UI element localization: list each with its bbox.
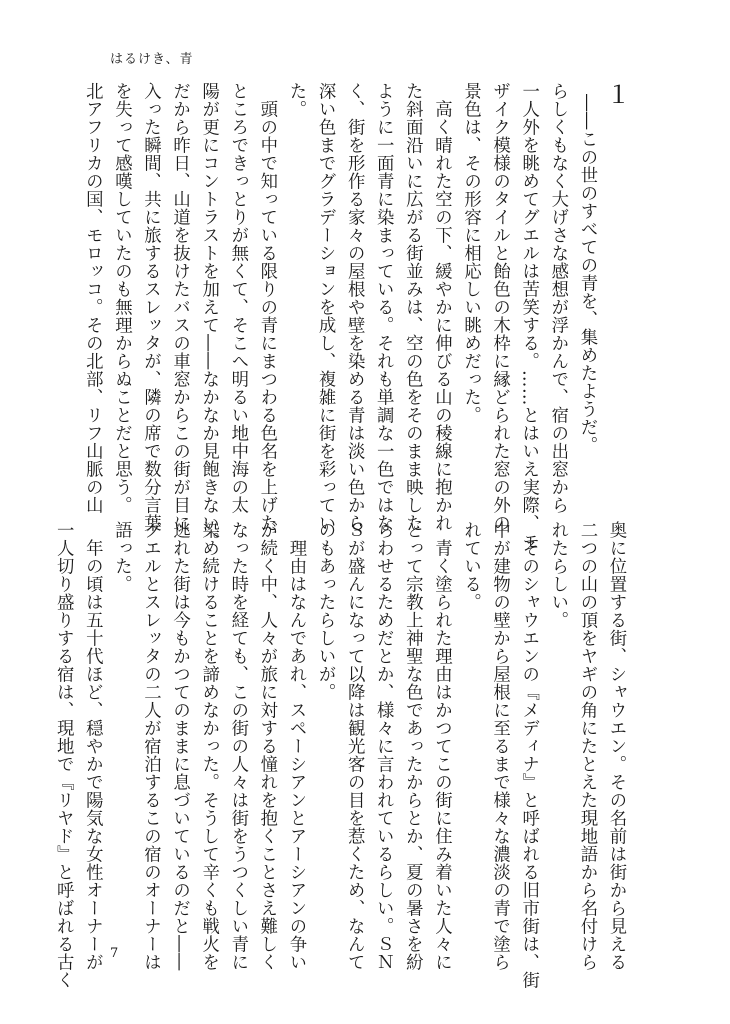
- text-line: 一人切り盛りする宿は、現地で『リヤド』と呼ばれる古く: [53, 521, 74, 989]
- text-line: 奥に位置する街、シャウエン。その名前は街から見える: [606, 521, 626, 971]
- text-line: のもあったらしいが。: [315, 521, 336, 701]
- text-line: た。: [285, 82, 306, 118]
- text-line: れたらしい。: [547, 521, 568, 629]
- text-line: 頭の中で知っている限りの青にまつわる色名を上げた: [256, 82, 277, 532]
- text-line: らわせるためだとか、様々に言われているらしい。ＳＮ: [373, 521, 394, 971]
- text-line: 中が建物の壁から屋根に至るまで様々な濃淡の青で塗ら: [489, 521, 510, 971]
- text-line: 陽が更にコントラストを加えて――なかなか見飽きない。: [198, 82, 219, 550]
- text-line: 一人外を眺めてグエルは苦笑する。……とはいえ実際、モ: [518, 82, 539, 550]
- text-line: 語った。: [111, 521, 132, 593]
- text-line: ザイク模様のタイルと飴色の木枠に縁どられた窓の外の: [489, 82, 510, 532]
- text-line: 二つの山の頂をヤギの角にたとえた現地語から名付けら: [576, 521, 597, 971]
- text-line: 深い色までグラデーションを成し、複雑に街を彩ってい: [315, 82, 336, 532]
- text-line: らしくもなく大げさな感想が浮かんで、宿の出窓から: [547, 82, 568, 514]
- text-line: 逃れた街は今もかつてのままに息づいているのだと――: [169, 521, 190, 971]
- text-line: なった時を経ても、この街の人々は街をうつくしい青に: [227, 521, 248, 971]
- text-line: 年の頃は五十代ほど、穏やかで陽気な女性オーナーが: [82, 521, 103, 971]
- text-line: 染め続けることを諦めなかった。そうして辛くも戦火を: [198, 521, 219, 971]
- text-line: グエルとスレッタの二人が宿泊するこの宿のオーナーは: [140, 521, 161, 971]
- text-line: Ｓが盛んになって以降は観光客の目を惹くため、なんて: [344, 521, 365, 971]
- running-title: はるけき、青: [110, 52, 194, 67]
- text-line: が続く中、人々が旅に対する憧れを抱くことさえ難しく: [256, 521, 277, 971]
- text-line: とって宗教上神聖な色であったからとか、夏の暑さを紛: [402, 521, 423, 971]
- text-line: 高く晴れた空の下、緩やかに伸びる山の稜線に抱かれ: [431, 82, 452, 532]
- page-number: 7: [110, 946, 119, 961]
- text-line: 景色は、その形容に相応しい眺めだった。: [460, 82, 481, 424]
- text-line: 理由はなんであれ、スペーシアンとアーシアンの争い: [285, 521, 306, 971]
- bottom-text-block: [53, 521, 630, 989]
- top-text-block: [82, 82, 630, 550]
- text-line: 北アフリカの国、モロッコ。その北部、リフ山脈の山: [82, 82, 103, 514]
- text-line: そのシャウエンの『メディナ』と呼ばれる旧市街は、街: [518, 521, 539, 989]
- text-line: た斜面沿いに広がる街並みは、空の色をそのまま映した: [402, 82, 423, 532]
- text-line: 入った瞬間、共に旅するスレッタが、隣の席で数分言葉: [140, 82, 161, 532]
- text-line: ところできっとりが無くて、そこへ明るい地中海の太: [227, 82, 248, 514]
- text-line: れている。: [460, 521, 481, 611]
- text-line: だから昨日、山道を抜けたバスの車窓からこの街が目に: [169, 82, 190, 532]
- chapter-number: １: [602, 82, 630, 106]
- text-line: を失って感嘆していたのも無理からぬことだと思う。: [111, 82, 132, 514]
- text-line: ように一面青に染まっている。それも単調な一色ではな: [373, 82, 394, 532]
- text-line: く、街を形作る家々の屋根や壁を染める青は淡い色から: [344, 82, 365, 532]
- epigraph: ――この世のすべての青を、集めたようだ。: [576, 94, 597, 454]
- text-line: 青く塗られた理由はかつてこの街に住み着いた人々に: [431, 521, 452, 971]
